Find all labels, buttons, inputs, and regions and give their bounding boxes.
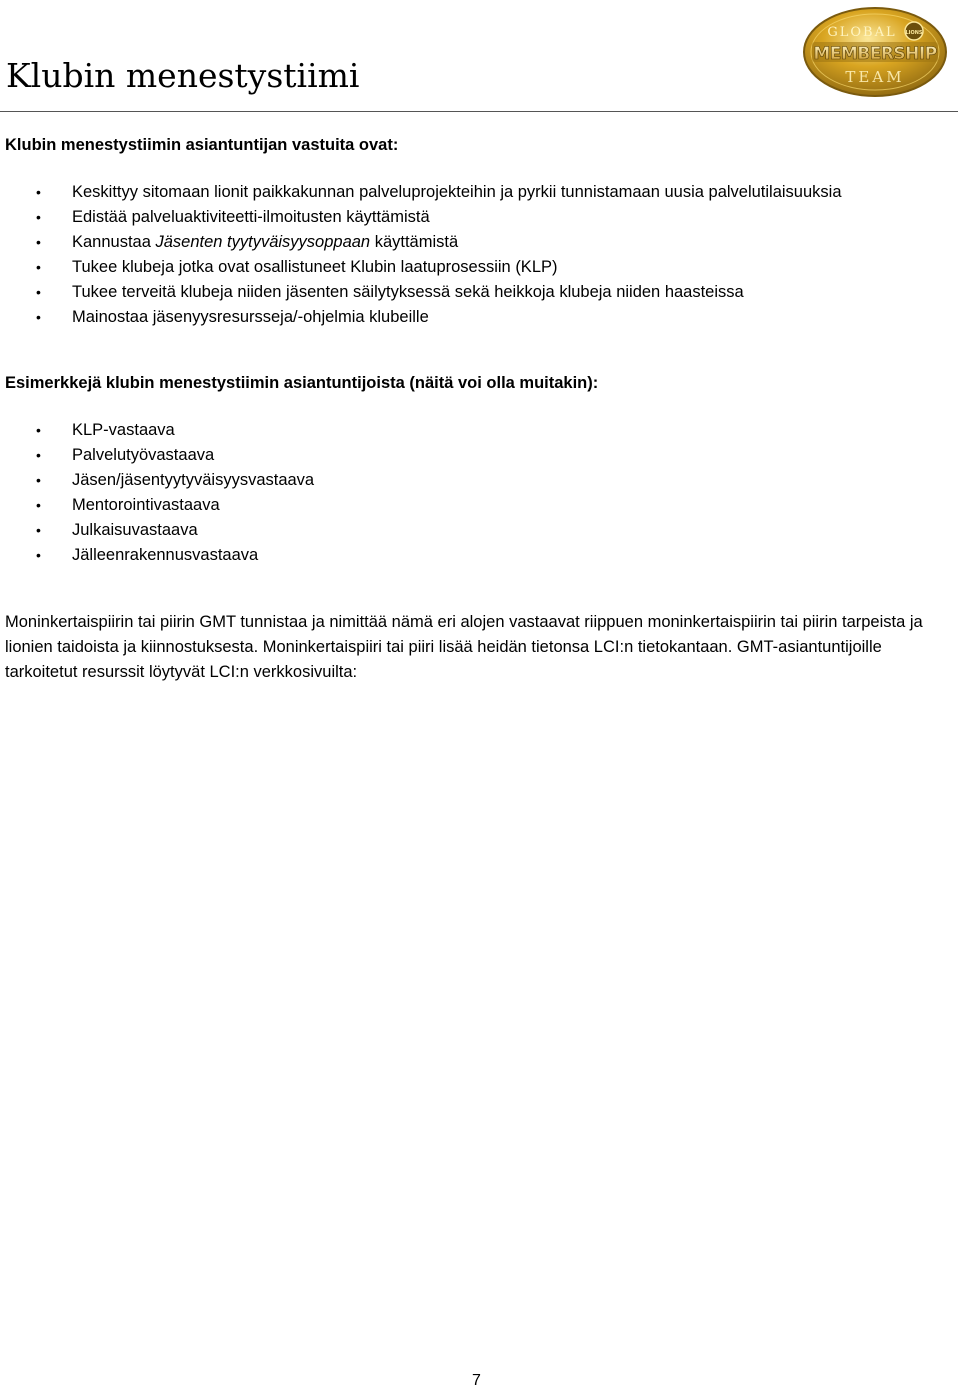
list-item-italic-title: Jäsenten tyytyväisyysoppaan (155, 233, 371, 251)
list-item-text: Tukee terveitä klubeja niiden jäsenten säilytyksessä sekä heikkoja klubeja niiden haasteissa (72, 283, 744, 301)
bullet-icon: • (36, 547, 41, 563)
list-item-text: Edistää palveluaktiviteetti-ilmoitusten käyttämistä (72, 208, 430, 226)
svg-text:LIONS: LIONS (905, 30, 923, 36)
page-title: Klubin menestystiimi (6, 56, 360, 95)
bullet-icon: • (36, 522, 41, 538)
bullet-icon: • (36, 209, 41, 225)
bullet-icon: • (36, 259, 41, 275)
logo-global-text: GLOBAL (827, 25, 897, 40)
list-item (0, 518, 314, 543)
bullet-icon: • (36, 284, 41, 300)
bullet-icon: • (36, 309, 41, 325)
list-item (0, 255, 842, 280)
page-number: 7 (472, 1372, 481, 1389)
title-divider (0, 111, 958, 112)
list-item-text: Tukee klubeja jotka ovat osallistuneet Klubin laatuprosessiin (KLP) (72, 258, 558, 276)
list-item (0, 280, 842, 305)
global-membership-team-logo (802, 6, 948, 98)
bullet-icon: • (36, 234, 41, 250)
list-item-text: Mentorointivastaava (72, 496, 220, 514)
examples-heading: Esimerkkejä klubin menestystiimin asiantuntijoista (näitä voi olla muitakin): (5, 374, 599, 392)
bullet-icon: • (36, 447, 41, 463)
list-item-text: Palvelutyövastaava (72, 446, 215, 464)
logo-team-text: TEAM (845, 68, 905, 86)
list-item-text: Jäsen/jäsentyytyväisyysvastaava (72, 471, 315, 489)
list-item-text: Mainostaa jäsenyysresursseja/-ohjelmia klubeille (72, 308, 429, 326)
bullet-icon: • (36, 472, 41, 488)
list-item (0, 205, 842, 230)
list-item (0, 443, 314, 468)
list-item (0, 305, 842, 330)
list-item (0, 180, 842, 205)
list-item (0, 493, 314, 518)
list-item (0, 468, 314, 493)
list-item-text: Jälleenrakennusvastaava (72, 546, 259, 564)
responsibilities-heading: Klubin menestystiimin asiantuntijan vastuita ovat: (5, 136, 399, 154)
body-paragraph: Moninkertaispiirin tai piirin GMT tunnistaa ja nimittää nämä eri alojen vastaavat riippuen moninkertaispiirin tai piirin tarpeista ja lionien taidoista ja kiinnostuksesta. Moninkertaispiiri tai piiri lisää heidän tietonsa LCI:n tietokantaan. GMT-asiantuntijoille tarkoitetut resurssit löytyvät LCI:n verkkosivuilta: (5, 613, 923, 681)
bullet-icon: • (36, 422, 41, 438)
logo-membership-text: MEMBERSHIP (813, 44, 937, 64)
list-item (0, 230, 842, 255)
examples-list (0, 418, 314, 568)
list-item-text: Keskittyy sitomaan lionit paikkakunnan palveluprojekteihin ja pyrkii tunnistamaan uusia palvelutilaisuuksia (72, 183, 842, 201)
list-item-text: käyttämistä (370, 233, 459, 251)
list-item (0, 543, 314, 568)
list-item-text: Kannustaa (72, 233, 156, 251)
list-item (0, 418, 314, 443)
list-item-text: Julkaisuvastaava (72, 521, 198, 539)
bullet-icon: • (36, 497, 41, 513)
responsibilities-list (0, 180, 842, 330)
list-item-text: KLP-vastaava (72, 421, 175, 439)
bullet-icon: • (36, 184, 41, 200)
